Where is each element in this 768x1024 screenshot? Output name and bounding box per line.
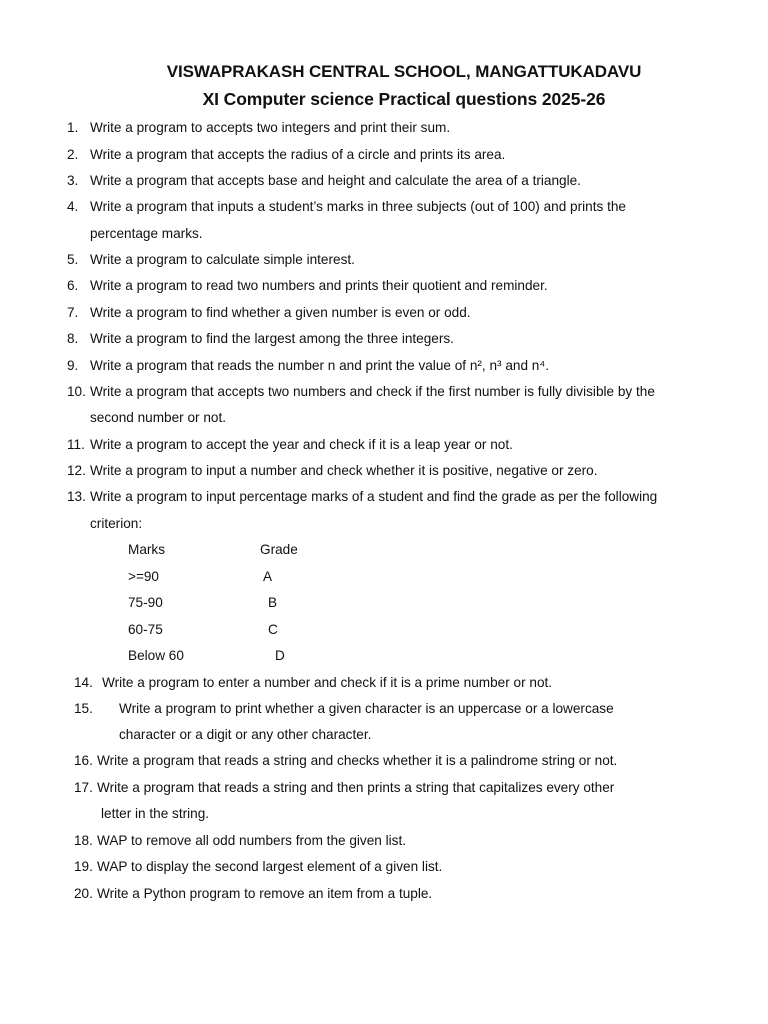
grade-table-marks-cell: 60-75 [128, 622, 163, 637]
question-text: Write a program to accept the year and check if it is a leap year or not. [90, 437, 513, 452]
grade-table-grade-cell: A [263, 569, 273, 584]
question-number: 3. [67, 173, 79, 188]
question-number: 19. [74, 859, 93, 874]
question-text-continued: percentage marks. [90, 226, 203, 241]
question-text: Write a program to calculate simple interest. [90, 252, 355, 267]
question-number: 17. [74, 780, 93, 795]
question-text: Write a program that accepts two numbers and check if the first number is fully divisible by the [90, 384, 655, 399]
question-number: 12. [67, 463, 86, 478]
grade-table-marks-cell: Below 60 [128, 648, 184, 663]
question-number: 7. [67, 305, 79, 320]
grade-table-header-marks: Marks [128, 542, 166, 557]
question-text: Write a program that reads the number n and print the value of n², n³ and n⁴. [90, 358, 549, 373]
question-text: Write a program to find whether a given number is even or odd. [90, 305, 471, 320]
question-text: WAP to display the second largest element of a given list. [97, 859, 443, 874]
grade-table-grade-cell: D [275, 648, 285, 663]
question-text: WAP to remove all odd numbers from the given list. [97, 833, 407, 848]
question-number: 16. [74, 753, 93, 768]
question-text: Write a program to print whether a given character is an uppercase or a lowercase [119, 701, 614, 716]
question-text: Write a program that accepts base and height and calculate the area of a triangle. [90, 173, 581, 188]
question-text-continued: criterion: [90, 516, 143, 531]
question-text-continued: character or a digit or any other character. [119, 727, 372, 742]
question-number: 2. [67, 147, 79, 162]
grade-table-header-grade: Grade [260, 542, 298, 557]
question-number: 5. [67, 252, 79, 267]
grade-table-grade-cell: C [268, 622, 278, 637]
question-number: 20. [74, 886, 93, 901]
question-number: 6. [67, 278, 79, 293]
question-text: Write a Python program to remove an item from a tuple. [97, 886, 433, 901]
question-text: Write a program that inputs a student’s marks in three subjects (out of 100) and prints the [90, 199, 626, 214]
question-text: Write a program to enter a number and check if it is a prime number or not. [102, 675, 553, 690]
question-number: 8. [67, 331, 79, 346]
question-text: Write a program to accepts two integers and print their sum. [90, 120, 451, 135]
grade-table-grade-cell: B [268, 595, 278, 610]
question-text: Write a program that reads a string and then prints a string that capitalizes every other [97, 780, 615, 795]
question-number: 18. [74, 833, 93, 848]
question-number: 15. [74, 701, 93, 716]
grade-table-marks-cell: >=90 [128, 569, 159, 584]
question-number: 1. [67, 120, 79, 135]
question-number: 13. [67, 489, 86, 504]
document-subtitle: XI Computer science Practical questions 2025-26 [202, 89, 606, 109]
grade-table-marks-cell: 75-90 [128, 595, 163, 610]
question-text: Write a program that reads a string and checks whether it is a palindrome string or not. [97, 753, 618, 768]
school-name: VISWAPRAKASH CENTRAL SCHOOL, MANGATTUKADAVU [166, 62, 642, 81]
question-number: 11. [67, 437, 85, 452]
question-number: 4. [67, 199, 79, 214]
question-number: 10. [67, 384, 86, 399]
question-text: Write a program that accepts the radius of a circle and prints its area. [90, 147, 506, 162]
question-text: Write a program to input a number and check whether it is positive, negative or zero. [90, 463, 598, 478]
question-text-continued: letter in the string. [101, 806, 210, 821]
question-text: Write a program to input percentage marks of a student and find the grade as per the following [90, 489, 658, 504]
question-number: 14. [74, 675, 93, 690]
question-text: Write a program to find the largest among the three integers. [90, 331, 454, 346]
question-text: Write a program to read two numbers and prints their quotient and reminder. [90, 278, 548, 293]
question-number: 9. [67, 358, 79, 373]
question-text-continued: second number or not. [90, 410, 227, 425]
